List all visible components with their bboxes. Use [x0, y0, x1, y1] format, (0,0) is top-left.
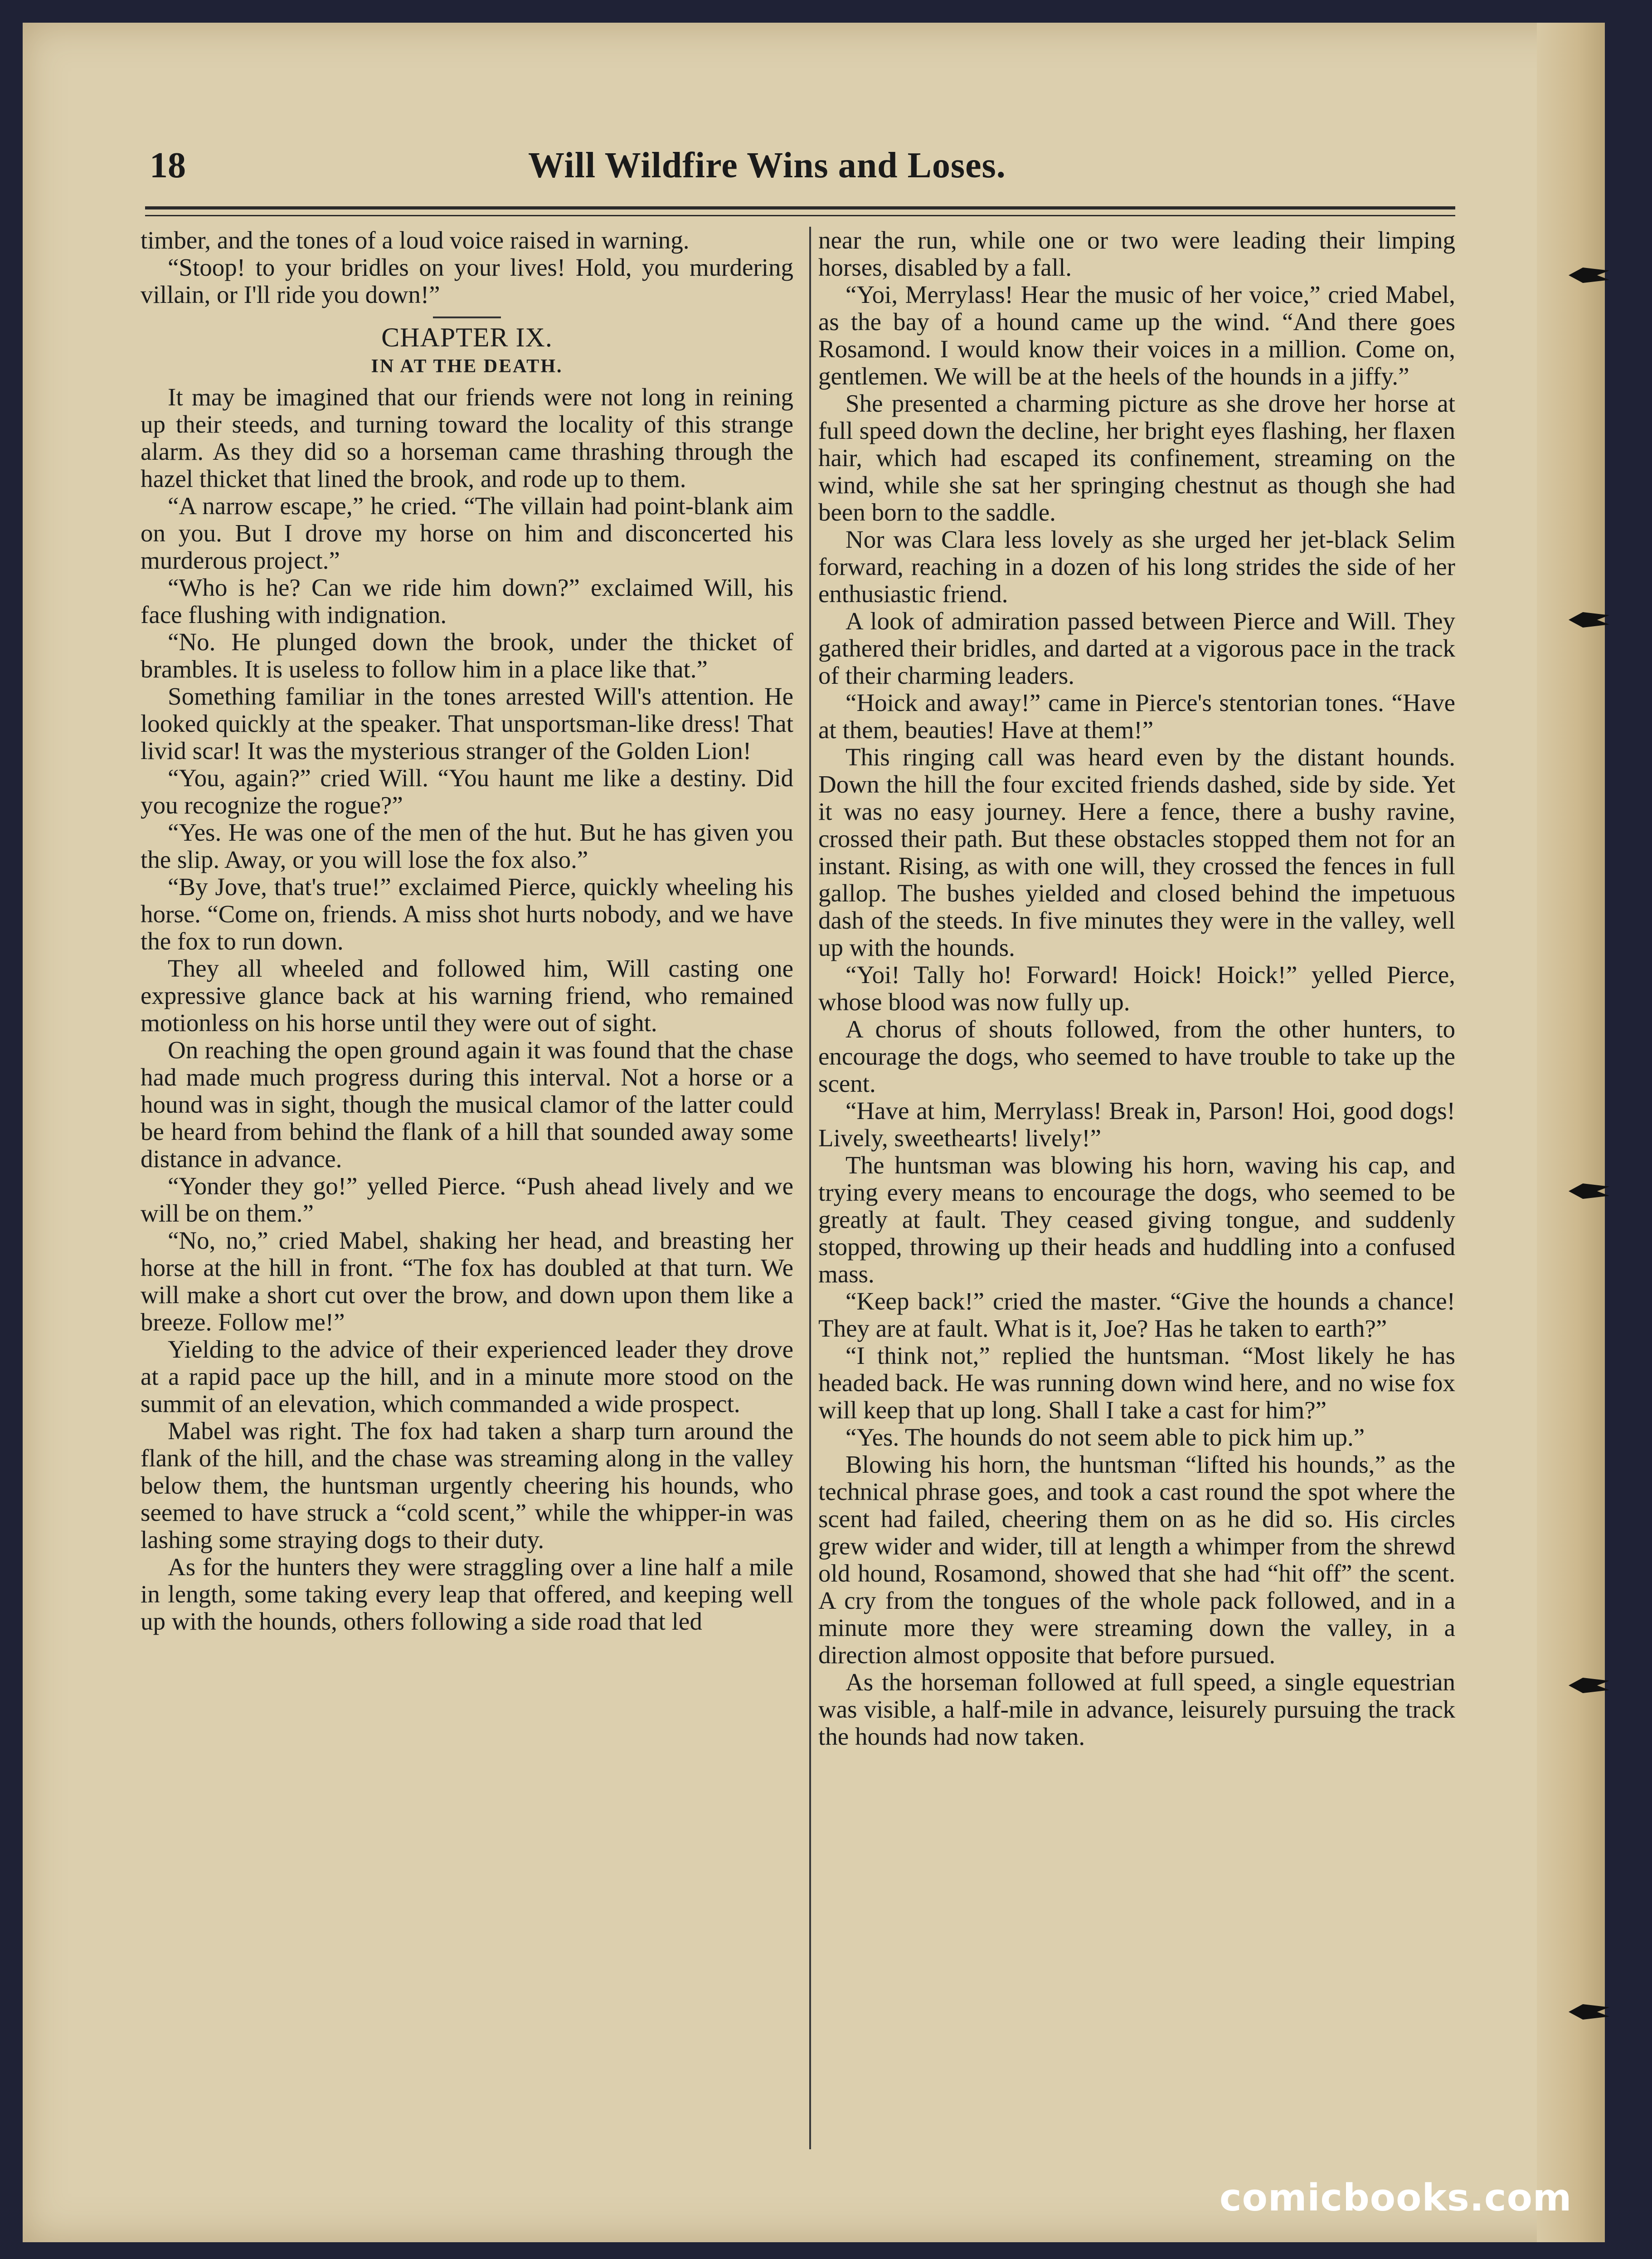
paragraph: “Have at him, Merrylass! Break in, Parson! Hoi, good dogs! Lively, sweethearts! lively!” [818, 1097, 1455, 1152]
paragraph: Mabel was right. The fox had taken a sharp turn around the flank of the hill, and the chase was streaming along in the valley below them, the huntsman urgently cheering his hounds, who seemed to have struck a “cold scent,” while the whipper-in was lashing some straying dogs to their duty. [141, 1417, 793, 1553]
paragraph: Blowing his horn, the huntsman “lifted his hounds,” as the technical phrase goes, and took a cast round the spot where the scent had failed, cheering them on as he did so. His circles grew wider and wider, till at length a whimper from the shrewd old hound, Rosamond, showed that she had “hit off” the scent. A cry from the tongues of the whole pack followed, and in a minute more they were streaming down the valley, in a direction almost opposite that before pursued. [818, 1451, 1455, 1669]
paragraph: “No, no,” cried Mabel, shaking her head, and breasting her horse at the hill in front. “The fox has doubled at that turn. We will make a short cut over the brow, and down upon them like a breeze. Follow me!” [141, 1227, 793, 1336]
paragraph: Something familiar in the tones arrested Will's attention. He looked quickly at the speaker. That unsportsman-like dress! That livid scar! It was the mysterious stranger of the Golden Lion! [141, 682, 793, 764]
left-column [141, 227, 793, 1635]
paragraph: The huntsman was blowing his horn, waving his cap, and trying every means to encourage the dogs, who seemed to be greatly at fault. They ceased giving tongue, and suddenly stopped, throwing up their heads and huddling into a confused mass. [818, 1151, 1455, 1288]
paragraph: “By Jove, that's true!” exclaimed Pierce, quickly wheeling his horse. “Come on, friends. A miss shot hurts nobody, and we have the fox to run down. [141, 873, 793, 955]
paragraph: “Yoi! Tally ho! Forward! Hoick! Hoick!” yelled Pierce, whose blood was now fully up. [818, 961, 1455, 1016]
paragraph: They all wheeled and followed him, Will casting one expressive glance back at his warning friend, who remained motionless on his horse until they were out of sight. [141, 954, 793, 1037]
paragraph: Nor was Clara less lovely as she urged her jet-black Selim forward, reaching in a dozen of his long strides the side of her enthusiastic friend. [818, 526, 1455, 608]
paragraph: “No. He plunged down the brook, under the thicket of brambles. It is useless to follow him in a place like that.” [141, 628, 793, 683]
chapter-title: CHAPTER IX. [381, 322, 553, 352]
paragraph: “Stoop! to your bridles on your lives! Hold, you murdering villain, or I'll ride you down!” [141, 253, 793, 308]
page-number: 18 [150, 146, 186, 185]
paragraph: A look of admiration passed between Pierce and Will. They gathered their bridles, and darted at a vigorous pace in the track of their charming leaders. [818, 607, 1455, 689]
paragraph: “Yes. He was one of the men of the hut. But he has given you the slip. Away, or you will lose the fox also.” [141, 818, 793, 873]
section-rule [433, 316, 501, 318]
paragraph: “Yoi, Merrylass! Hear the music of her voice,” cried Mabel, as the bay of a hound came up the wind. “And there goes Rosamond. I would know their voices in a million. Come on, gentlemen. We will be at the heels of the hounds in a jiffy.” [818, 281, 1455, 390]
chapter-subtitle: IN AT THE DEATH. [371, 356, 563, 377]
page-binding-edge [1537, 23, 1605, 2242]
paragraph: “I think not,” replied the huntsman. “Most likely he has headed back. He was running down wind here, and no wise fox will keep that up long. Shall I take a cast for him?” [818, 1342, 1455, 1424]
paragraph: “Hoick and away!” came in Pierce's stentorian tones. “Have at them, beauties! Have at them!” [818, 689, 1455, 744]
page-header [150, 145, 1455, 200]
paragraph: “You, again?” cried Will. “You haunt me like a destiny. Did you recognize the rogue?” [141, 764, 793, 819]
paragraph: timber, and the tones of a loud voice raised in warning. [141, 226, 690, 254]
paragraph: “Yes. The hounds do not seem able to pick him up.” [845, 1423, 1365, 1451]
paragraph: She presented a charming picture as she drove her horse at full speed down the decline, her bright eyes flashing, her flaxen hair, which had escaped its confinement, streaming on the wind, while she sat her springing chestnut as though she had been born to the saddle. [818, 389, 1455, 526]
paragraph: On reaching the open ground again it was found that the chase had made much progress during this interval. Not a horse or a hound was in sight, though the musical clamor of the latter could be heard from behind the flank of a hill that sounded away some distance in advance. [141, 1036, 793, 1173]
paragraph: As for the hunters they were straggling over a line half a mile in length, some taking every leap that offered, and keeping well up with the hounds, others following a side road that led [141, 1553, 793, 1635]
paragraph: Yielding to the advice of their experienced leader they drove at a rapid pace up the hill, and in a minute more stood on the summit of an elevation, which commanded a wide prospect. [141, 1335, 793, 1417]
watermark: comicbooks.com [1220, 2176, 1572, 2220]
paragraph: A chorus of shouts followed, from the other hunters, to encourage the dogs, who seemed to have trouble to take up the scent. [818, 1015, 1455, 1097]
running-title: Will Wildfire Wins and Loses. [528, 146, 1006, 185]
paragraph: As the horseman followed at full speed, a single equestrian was visible, a half-mile in advance, leisurely pursuing the track the hounds had now taken. [818, 1668, 1455, 1750]
paragraph: It may be imagined that our friends were not long in reining up their steeds, and turning toward the locality of this strange alarm. As they did so a horseman came thrashing through the hazel thicket that lined the brook, and rode up to them. [141, 383, 793, 492]
column-divider [809, 227, 811, 2149]
right-column [818, 227, 1455, 1750]
paragraph: “A narrow escape,” he cried. “The villain had point-blank aim on you. But I drove my horse on him and disconcerted his murderous project.” [141, 492, 793, 574]
header-rule [145, 206, 1455, 216]
paragraph: near the run, while one or two were leading their limping horses, disabled by a fall. [818, 226, 1455, 281]
paragraph: “Yonder they go!” yelled Pierce. “Push ahead lively and we will be on them.” [141, 1172, 793, 1227]
paragraph: “Keep back!” cried the master. “Give the hounds a chance! They are at fault. What is it, Joe? Has he taken to earth?” [818, 1287, 1455, 1342]
paragraph: This ringing call was heard even by the distant hounds. Down the hill the four excited friends dashed, side by side. Yet it was no easy journey. Here a fence, there a bushy ravine, crossed their path. But these obstacles stopped them not for an instant. Rising, as with one will, they crossed the fences in full gallop. The bushes yielded and closed behind the impetuous dash of the steeds. In five minutes they were in the valley, well up with the hounds. [818, 743, 1455, 961]
paragraph: “Who is he? Can we ride him down?” exclaimed Will, his face flushing with indignation. [141, 574, 793, 628]
